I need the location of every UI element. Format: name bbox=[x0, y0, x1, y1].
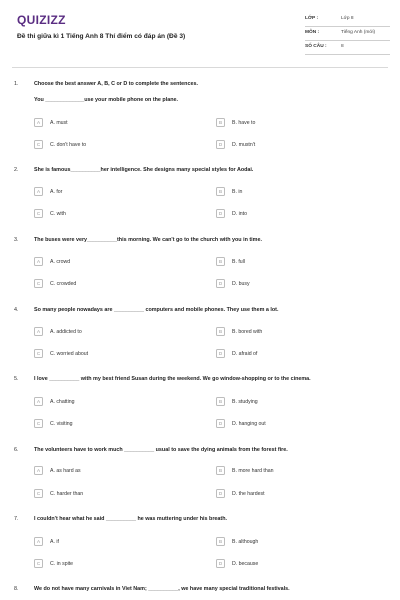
option-text: D. afraid of bbox=[232, 350, 258, 357]
question-text: So many people nowadays are __________ computers and mobile phones. They use them a lot. bbox=[34, 307, 279, 313]
option-letter-box: D bbox=[216, 559, 225, 568]
option-letter-box: A bbox=[34, 327, 43, 336]
option-text: D. into bbox=[232, 210, 247, 217]
option-letter-box: C bbox=[34, 349, 43, 358]
option-letter-box: D bbox=[216, 419, 225, 428]
question-number: 2. bbox=[14, 167, 19, 173]
option-letter-box: C bbox=[34, 489, 43, 498]
option-text: A. if bbox=[50, 538, 59, 545]
worksheet-title: Đề thi giữa kì 1 Tiếng Anh 8 Thí điểm có đáp án (Đề 3) bbox=[17, 33, 186, 40]
option-text: A. must bbox=[50, 119, 68, 126]
option-text: A. crowd bbox=[50, 258, 71, 265]
option-text: C. harder than bbox=[50, 490, 84, 497]
option-text: A. as hard as bbox=[50, 467, 81, 474]
question-number: 5. bbox=[14, 376, 19, 382]
option-letter-box: C bbox=[34, 559, 43, 568]
option-text: D. because bbox=[232, 560, 259, 567]
question-number: 3. bbox=[14, 237, 19, 243]
question-number: 7. bbox=[14, 516, 19, 522]
option-text: C. crowded bbox=[50, 280, 77, 287]
header-divider bbox=[12, 67, 388, 68]
option-letter-box: B bbox=[216, 466, 225, 475]
option-text: C. visiting bbox=[50, 420, 73, 427]
option-letter-box: A bbox=[34, 537, 43, 546]
question-text: The buses were very__________this morning. We can't go to the church with you in time. bbox=[34, 237, 262, 243]
option-text: C. don't have to bbox=[50, 141, 87, 148]
option-letter-box: B bbox=[216, 257, 225, 266]
option-text: B. studying bbox=[232, 398, 258, 405]
option-letter-box: D bbox=[216, 140, 225, 149]
option-letter-box: A bbox=[34, 257, 43, 266]
option-text: B. in bbox=[232, 188, 243, 195]
question-subtext: You _____________use your mobile phone on the plane. bbox=[34, 97, 178, 103]
option-letter-box: D bbox=[216, 489, 225, 498]
meta-row-subject bbox=[305, 27, 390, 41]
question-text: She is famous__________her intelligence. She designs many special styles for Aodai. bbox=[34, 167, 254, 173]
meta-label: SỐ CÂU : bbox=[305, 44, 327, 49]
option-letter-box: C bbox=[34, 279, 43, 288]
option-letter-box: C bbox=[34, 419, 43, 428]
meta-value: Lớp 8 bbox=[341, 16, 354, 21]
option-text: D. mustn't bbox=[232, 141, 256, 148]
option-letter-box: B bbox=[216, 537, 225, 546]
option-text: A. for bbox=[50, 188, 63, 195]
option-text: B. full bbox=[232, 258, 245, 265]
option-letter-box: D bbox=[216, 209, 225, 218]
option-text: C. with bbox=[50, 210, 66, 217]
option-letter-box: A bbox=[34, 187, 43, 196]
option-text: C. worried about bbox=[50, 350, 89, 357]
option-letter-box: B bbox=[216, 187, 225, 196]
meta-label: MÔN : bbox=[305, 30, 320, 35]
question-number: 4. bbox=[14, 307, 19, 313]
question-text: Choose the best answer A, B, C or D to complete the sentences. bbox=[34, 81, 198, 87]
option-text: D. busy bbox=[232, 280, 250, 287]
question-text: We do not have many carnivals in Viet Nam; __________, we have many special traditional festivals. bbox=[34, 586, 290, 592]
meta-label: LỚP : bbox=[305, 16, 319, 21]
option-letter-box: A bbox=[34, 397, 43, 406]
option-letter-box: A bbox=[34, 466, 43, 475]
option-letter-box: D bbox=[216, 279, 225, 288]
worksheet-meta bbox=[305, 13, 390, 55]
option-letter-box: C bbox=[34, 140, 43, 149]
option-letter-box: B bbox=[216, 118, 225, 127]
meta-row-class bbox=[305, 13, 390, 27]
meta-value: Tiếng Anh (mới) bbox=[341, 30, 376, 35]
option-text: C. in spite bbox=[50, 560, 74, 567]
quizizz-logo: QUIZIZZ bbox=[17, 13, 66, 27]
question-text: I couldn't hear what he said __________ he was muttering under his breath. bbox=[34, 516, 228, 522]
meta-value: 8 bbox=[341, 44, 344, 49]
option-text: B. more hard than bbox=[232, 467, 274, 474]
option-letter-box: B bbox=[216, 397, 225, 406]
option-letter-box: B bbox=[216, 327, 225, 336]
question-number: 8. bbox=[14, 586, 19, 592]
option-text: A. addicted to bbox=[50, 328, 82, 335]
option-text: B. although bbox=[232, 538, 259, 545]
question-number: 6. bbox=[14, 447, 19, 453]
option-letter-box: D bbox=[216, 349, 225, 358]
option-text: B. bored with bbox=[232, 328, 263, 335]
question-text: I love __________ with my best friend Susan during the weekend. We go window-shopping or to the cinema. bbox=[34, 376, 311, 382]
option-text: D. hanging out bbox=[232, 420, 266, 427]
option-text: B. have to bbox=[232, 119, 256, 126]
option-text: D. the hardest bbox=[232, 490, 265, 497]
option-letter-box: C bbox=[34, 209, 43, 218]
question-number: 1. bbox=[14, 81, 19, 87]
option-text: A. chatting bbox=[50, 398, 75, 405]
meta-row-count bbox=[305, 41, 390, 55]
option-letter-box: A bbox=[34, 118, 43, 127]
question-text: The volunteers have to work much __________ usual to save the dying animals from the forest fire. bbox=[34, 447, 288, 453]
worksheet-header bbox=[0, 0, 400, 64]
